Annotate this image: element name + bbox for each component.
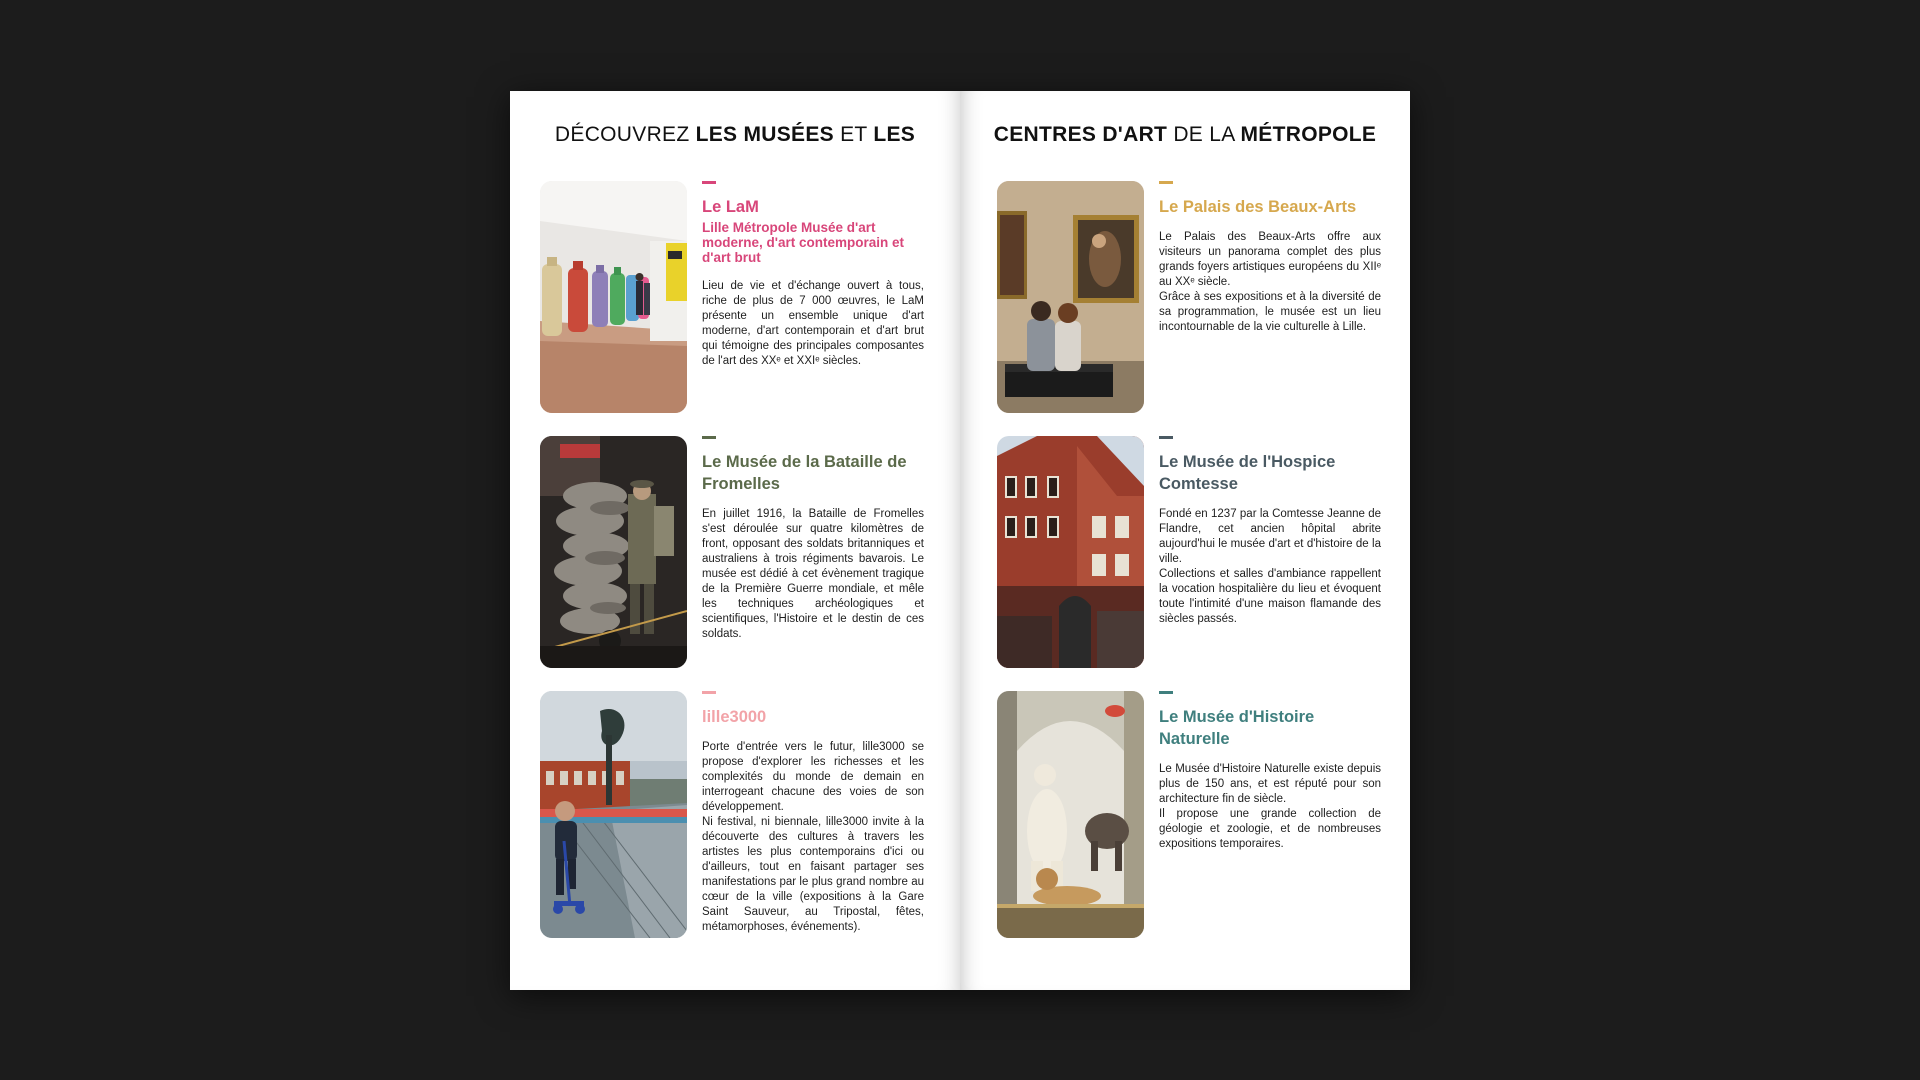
entry-paragraph: Le Palais des Beaux-Arts offre aux visiteurs un panorama complet des plus grands foyers artistiques européens du XIIᵉ au XXᵉ siècle. (1159, 231, 1381, 288)
accent-dash (702, 436, 716, 439)
entry-body (1159, 762, 1381, 852)
entry-paragraph: Ni festival, ni biennale, lille3000 invite à la découverte des cultures à travers les artistes les plus contemporains d'ici ou d'ailleurs, tout en faisant partager ses manifestations par le plus grand nombre au cœur de la ville (expositions à la Gare Saint Sauveur, au Tripostal, fêtes, métamorphoses, événements). (702, 816, 924, 933)
heading-text: ET (840, 123, 868, 146)
heading-text-bold: MÉTROPOLE (1240, 123, 1377, 146)
entry-paragraph: Porte d'entrée vers le futur, lille3000 se propose d'explorer les richesses et les complexités du monde de demain en interrogeant chacune des voies de son développement. (702, 741, 924, 813)
entry-title: Le Musée d'Histoire Naturelle (1159, 708, 1315, 748)
entry-paragraph: Fondé en 1237 par la Comtesse Jeanne de Flandre, cet ancien hôpital abrite aujourd'hui le musée d'art et d'histoire de la ville. (1159, 508, 1381, 565)
heading-text-bold: LES (873, 123, 916, 146)
accent-dash (1159, 181, 1173, 184)
entry-fromelles (540, 436, 940, 670)
left-page-heading (510, 123, 960, 147)
right-page-heading (960, 123, 1410, 147)
left-page (510, 91, 960, 990)
entry-paragraph: Lieu de vie et d'échange ouvert à tous, riche de plus de 7 000 œuvres, le LaM présente un ensemble unique d'art moderne, d'art contemporain et d'art brut qui témoigne des principales composantes de l'art des XXᵉ et XXIᵉ siècles. (702, 280, 924, 367)
entry-title: Le Musée de l'Hospice Comtesse (1159, 453, 1336, 493)
entry-title: Le Palais des Beaux-Arts (1159, 198, 1357, 216)
entry-body (702, 740, 924, 935)
heading-text: DÉCOUVREZ (554, 123, 690, 146)
heading-text-bold: LES MUSÉES (695, 123, 834, 146)
entry-lam (540, 181, 940, 415)
entry-paragraph: En juillet 1916, la Bataille de Fromelles s'est déroulée sur quatre kilomètres de front, opposant des soldats britanniques et australiens à trois régiments bavarois. Le musée est dédié à cet évènement tragique de la Première Guerre mondiale, et mêle les techniques archéologiques et scientifiques, l'Histoire et le destin de ces soldats. (702, 508, 924, 640)
accent-dash (1159, 691, 1173, 694)
entry-subtitle: Lille Métropole Musée d'art moderne, d'art contemporain et d'art brut (702, 220, 904, 265)
entry-body (702, 279, 924, 369)
brochure-spread (510, 91, 1410, 990)
entry-title: Le Musée de la Bataille de Fromelles (702, 453, 907, 493)
entry-histoire-naturelle (997, 691, 1397, 925)
entry-title: Le LaM (702, 198, 759, 216)
accent-dash (702, 181, 716, 184)
child-scooter-station-photo (540, 691, 687, 938)
entry-title: lille3000 (702, 708, 767, 726)
heading-text: DE LA (1173, 123, 1235, 146)
museum-gallery-vases-photo (540, 181, 687, 413)
brick-building-facade-photo (997, 436, 1144, 668)
soldier-sandbags-photo (540, 436, 687, 668)
accent-dash (702, 691, 716, 694)
entry-paragraph: Le Musée d'Histoire Naturelle existe depuis plus de 150 ans, et est réputé pour son architecture fin de siècle. (1159, 763, 1381, 805)
right-page (960, 91, 1410, 990)
polar-bear-lion-taxidermy-photo (997, 691, 1144, 938)
entry-body (1159, 507, 1381, 627)
entry-body (1159, 230, 1381, 335)
entry-paragraph: Grâce à ses expositions et à la diversité de sa programmation, le musée est un lieu incontournable de la vie culturelle à Lille. (1159, 291, 1381, 333)
entry-body (702, 507, 924, 642)
heading-text-bold: CENTRES D'ART (993, 123, 1168, 146)
entry-hospice-comtesse (997, 436, 1397, 670)
entry-palais-beaux-arts (997, 181, 1397, 415)
accent-dash (1159, 436, 1173, 439)
entry-lille3000 (540, 691, 940, 933)
entry-paragraph: Collections et salles d'ambiance rappellent la vocation hospitalière du lieu et évoquent toute l'intimité d'une maison flamande des siècles passés. (1159, 568, 1381, 625)
couple-viewing-paintings-photo (997, 181, 1144, 413)
entry-paragraph: Il propose une grande collection de géologie et zoologie, et de nombreuses expositions temporaires. (1159, 808, 1381, 850)
